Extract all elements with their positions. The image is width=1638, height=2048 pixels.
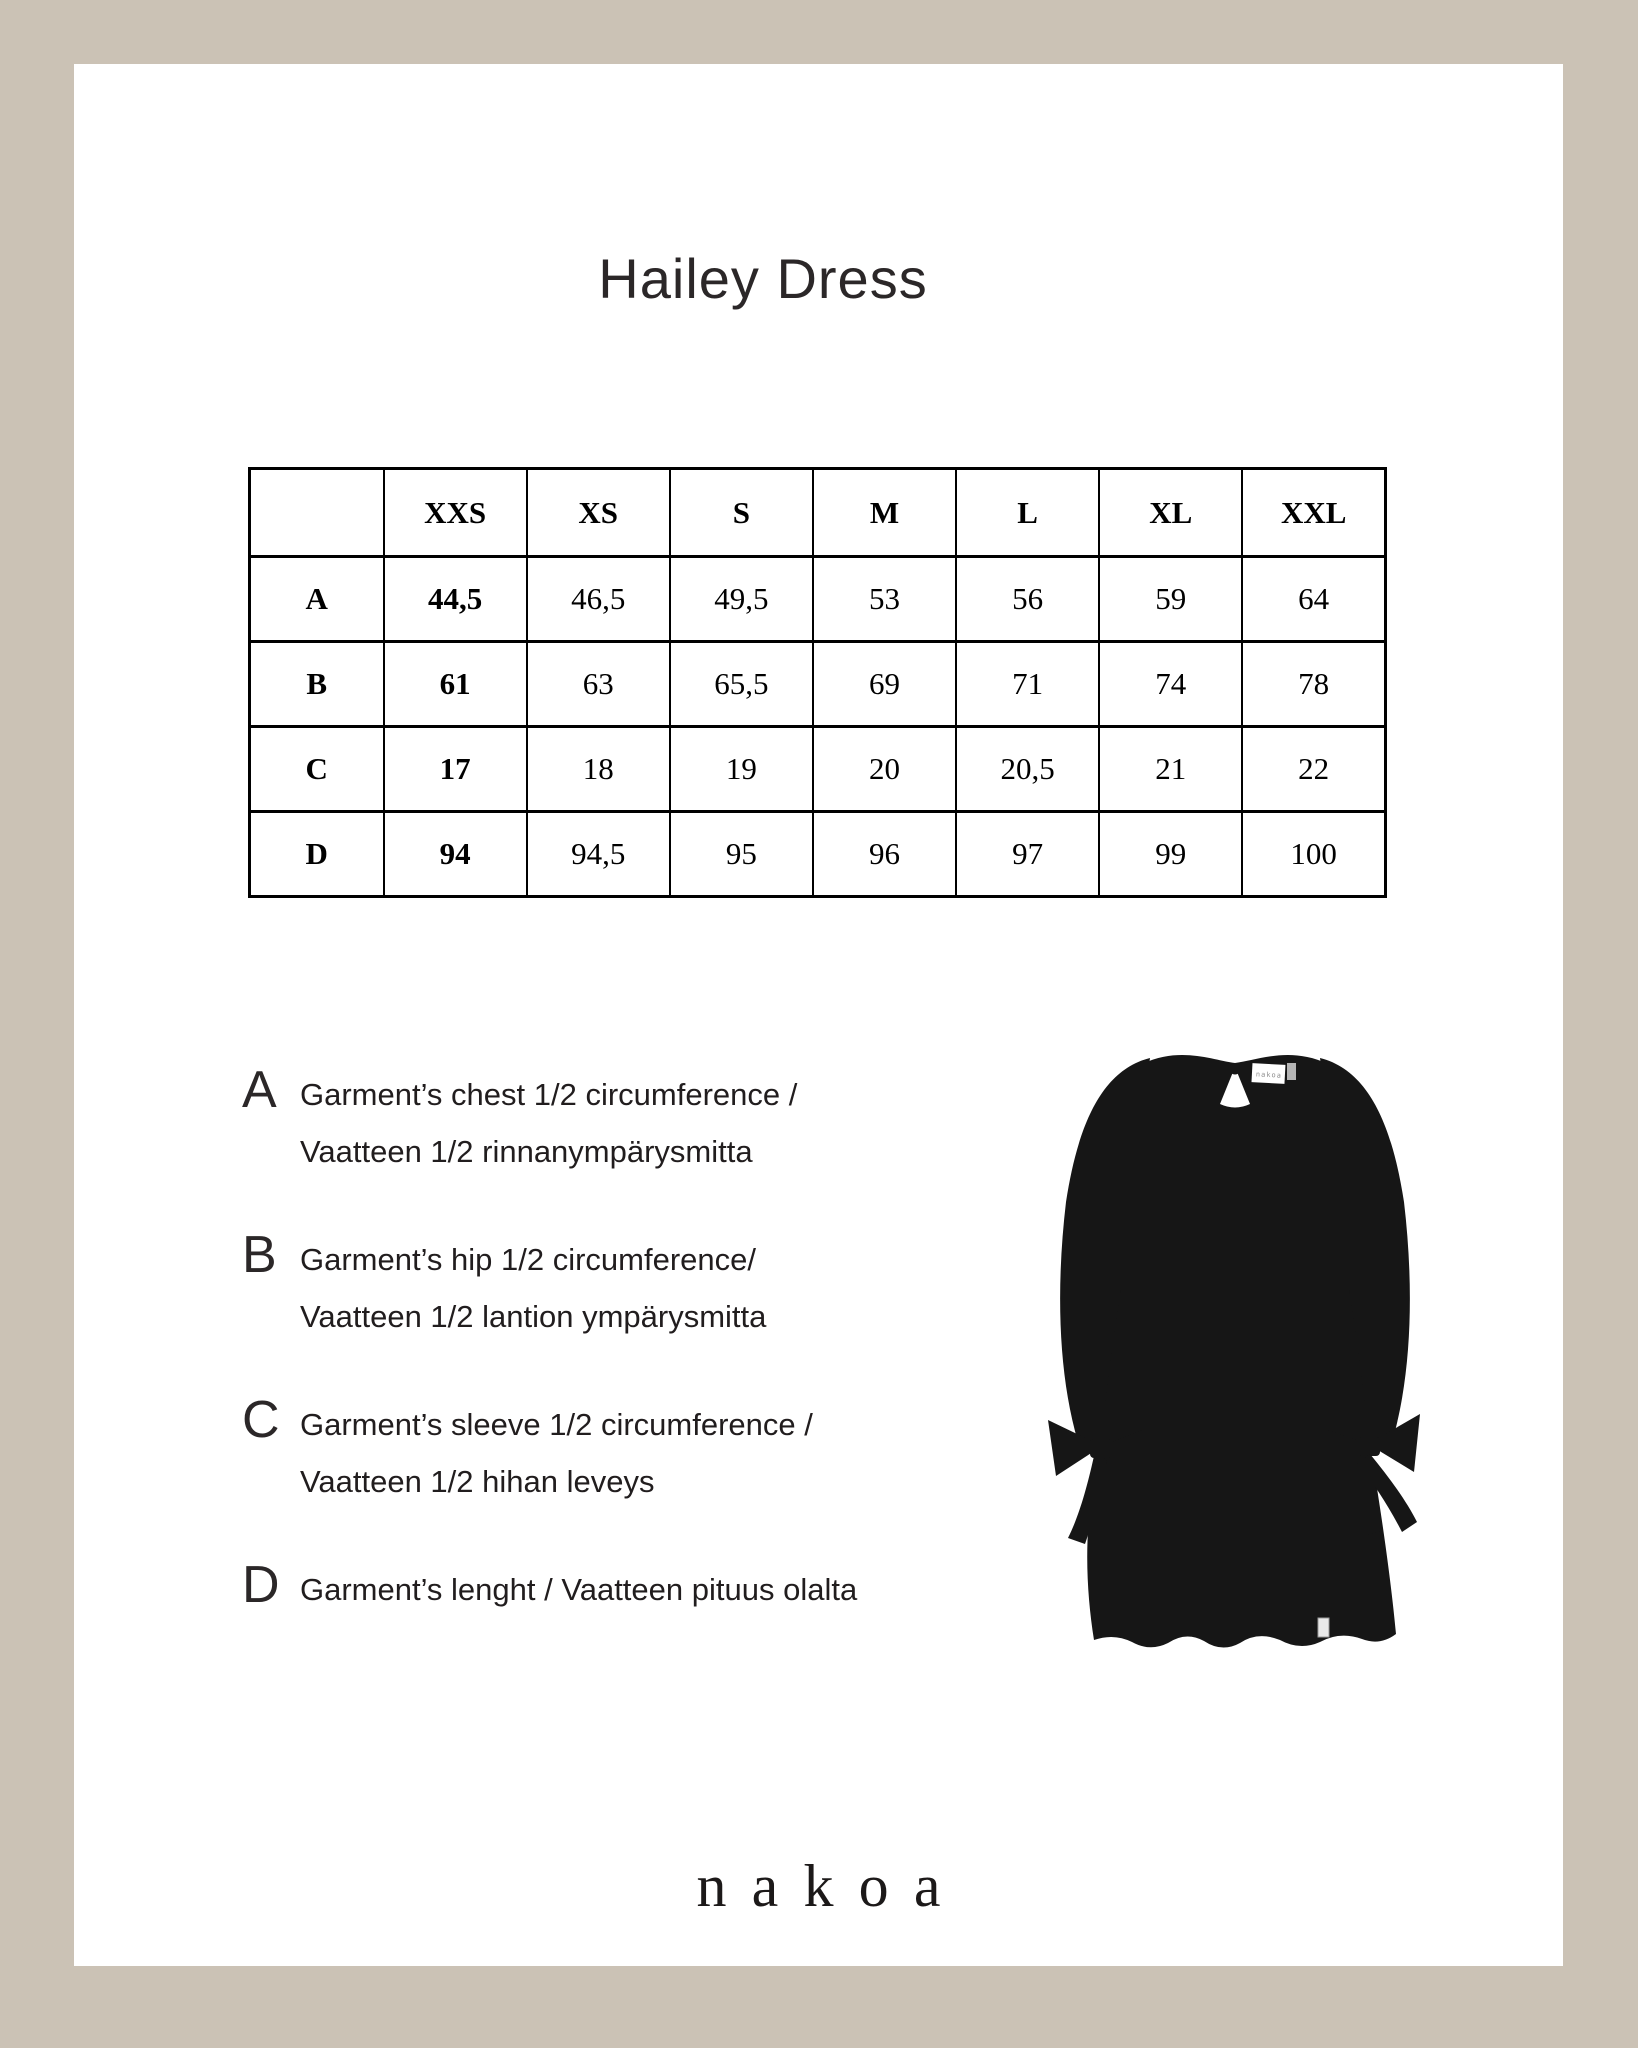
neck-label <box>1251 1063 1285 1084</box>
table-cell: 100 <box>1242 812 1385 897</box>
size-table-corner-cell <box>250 469 384 557</box>
table-cell: 56 <box>956 557 1099 642</box>
table-cell: 65,5 <box>670 642 813 727</box>
table-row-a <box>250 557 1386 642</box>
table-cell: 96 <box>813 812 956 897</box>
table-row-b <box>250 642 1386 727</box>
table-cell: 49,5 <box>670 557 813 642</box>
legend-letter-b: B <box>242 1226 277 1284</box>
legend-text-line: Garment’s chest 1/2 circumference / <box>300 1077 798 1112</box>
neck-button-icon <box>1230 1064 1241 1075</box>
legend-text-line: Garment’s sleeve 1/2 circumference / <box>300 1407 813 1442</box>
table-row-d <box>250 812 1386 897</box>
dress-mid-tier <box>1096 1284 1374 1492</box>
size-chart-page <box>74 64 1563 1966</box>
size-column-header-xl: XL <box>1099 469 1242 557</box>
measure-label-d: D <box>250 812 384 897</box>
measure-label-a: A <box>250 557 384 642</box>
table-cell: 46,5 <box>527 557 670 642</box>
table-cell: 19 <box>670 727 813 812</box>
table-row-c <box>250 727 1386 812</box>
legend-letter-c: C <box>242 1391 280 1449</box>
legend-item-d <box>242 1556 858 1618</box>
table-cell: 59 <box>1099 557 1242 642</box>
size-column-header-xs: XS <box>527 469 670 557</box>
hem-tag-icon <box>1318 1618 1329 1637</box>
legend-letter-a: A <box>242 1061 277 1119</box>
legend-text-line: Vaatteen 1/2 rinnanympärysmitta <box>300 1134 753 1169</box>
size-column-header-xxs: XXS <box>384 469 527 557</box>
page-title: Hailey Dress <box>598 247 928 310</box>
legend-text-line: Vaatteen 1/2 hihan leveys <box>300 1464 655 1499</box>
table-cell: 94 <box>384 812 527 897</box>
brand-logo: nakoa <box>696 1853 966 1919</box>
table-cell: 53 <box>813 557 956 642</box>
table-cell: 69 <box>813 642 956 727</box>
size-column-header-m: M <box>813 469 956 557</box>
table-cell: 78 <box>1242 642 1385 727</box>
product-photo-dress <box>990 1042 1460 1692</box>
legend-text-line: Garment’s hip 1/2 circumference/ <box>300 1242 757 1277</box>
table-cell: 20,5 <box>956 727 1099 812</box>
legend-item-c <box>242 1391 813 1510</box>
table-cell: 99 <box>1099 812 1242 897</box>
table-cell: 74 <box>1099 642 1242 727</box>
legend-letter-d: D <box>242 1556 280 1614</box>
table-cell: 64 <box>1242 557 1385 642</box>
measure-label-c: C <box>250 727 384 812</box>
table-cell: 61 <box>384 642 527 727</box>
size-column-header-l: L <box>956 469 1099 557</box>
legend-item-a <box>242 1061 798 1180</box>
measure-label-b: B <box>250 642 384 727</box>
legend-text-line: Vaatteen 1/2 lantion ympärysmitta <box>300 1299 767 1334</box>
size-column-header-s: S <box>670 469 813 557</box>
size-table-header-row <box>250 469 1386 557</box>
size-column-header-xxl: XXL <box>1242 469 1385 557</box>
legend-text-line: Garment’s lenght / Vaatteen pituus olalta <box>300 1572 858 1607</box>
table-cell: 17 <box>384 727 527 812</box>
table-cell: 21 <box>1099 727 1242 812</box>
table-cell: 71 <box>956 642 1099 727</box>
svg-text:nakoa: nakoa <box>1255 1070 1283 1080</box>
table-cell: 22 <box>1242 727 1385 812</box>
table-cell: 44,5 <box>384 557 527 642</box>
table-cell: 20 <box>813 727 956 812</box>
neck-size-tag <box>1287 1063 1296 1080</box>
table-cell: 63 <box>527 642 670 727</box>
table-cell: 97 <box>956 812 1099 897</box>
table-cell: 95 <box>670 812 813 897</box>
size-table <box>248 467 1387 898</box>
dress-skirt-tier <box>1087 1482 1396 1648</box>
table-cell: 18 <box>527 727 670 812</box>
legend-item-b <box>242 1226 767 1345</box>
table-cell: 94,5 <box>527 812 670 897</box>
